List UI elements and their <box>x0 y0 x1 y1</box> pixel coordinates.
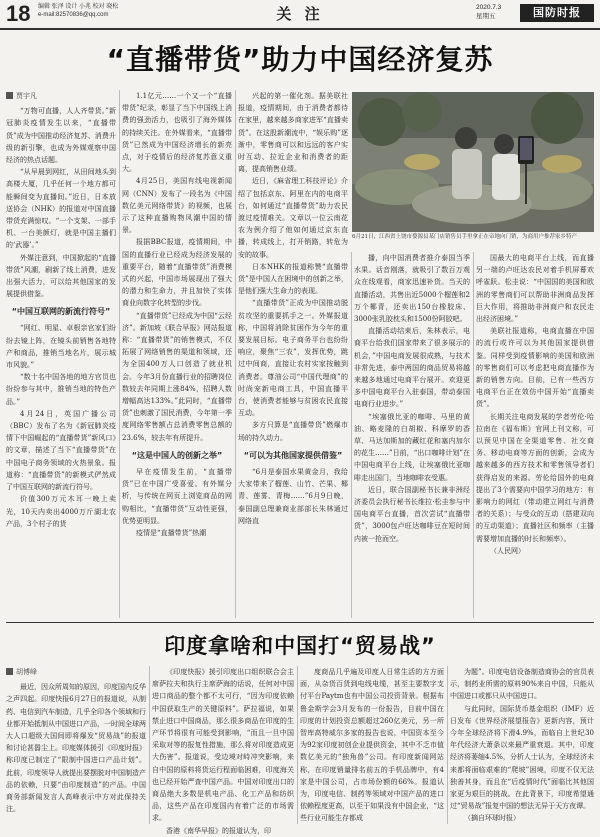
paragraph: 香港《南华早报》的报道认为，印 <box>166 826 271 835</box>
editor-names: 编辑 张泽 设计 小兆 校对 晓松 <box>38 4 119 10</box>
article1-column-2 <box>122 90 232 618</box>
article2-headline: 印度拿啥和中国打“贸易战” <box>164 634 436 658</box>
paragraph: 4月25日，美国有线电视新闻网（CNN）发布了一段名为《中国数亿美元网络带货》的视频，也展示了这种直播购物风潮中国的情景。 <box>122 177 232 235</box>
paragraph: 最近，因众所周知的原因，印度国内反华之声四起。印度快报6月27日的报道说，从制药、电信到汽车制造，几乎全印各个领域和行业都开始抵制从中国进口产品，一时间全球两大人口超级大国间即将爆发“贸易战”的报道和讨论甚嚣尘上。印度媒体援引《印度时报》称印度已制定了“限制中国进口产品计划”。此前，印度领导人就提出要摆脱对中国制造产品的依赖，只要“由印度制造”的产品。中国商务部新闻发言人高峰表示中方对此保持关注。 <box>6 683 146 814</box>
subheading: “中国互联网的新流行符号” <box>11 307 111 317</box>
editor-email: e-mail:82570836@qq.com <box>38 12 109 18</box>
paragraph: “万物可直播，人人齐带货。”新冠肺炎疫情发生以来，“直播带货”成为中国推动经济复苏、消费升级的新引擎，也成为外媒观察中国经济的热点话题。 <box>6 107 116 165</box>
paragraph: 近日，《麻省理工科技评论》介绍了包括京东、阿里在内的电商平台，如何通过“直播带货”助力农民渡过疫情难关。文章以一位云南花农为例介绍了他如何通过京东直播，转成线上，打开销路，转危为安的故事。 <box>238 177 348 259</box>
paragraph: “直播带货”正成为中国推动脱贫攻坚的重要抓手之一。外媒报道称，中国将消除贫困作为今年的重要发展目标。电子商务平台也纷纷响应，聚焦“三农”，发挥优势，跳过中间商，直接让农村实家按触到消费者。尊油公司“中国代理商”的时尚宠新电商工具，中国直播平台，使消费者能够与贫困农民直接互动。 <box>238 299 348 418</box>
article1-column-5 <box>476 252 594 618</box>
paragraph: “从早晨到网红，从田间地头到高楼大厦，几乎任何一个地方都可能瞬间变为直播间。”近日，日本放送协会（NHK）的报道对中国直播带货充满惊叹。“一个支架、一部手机、一台美颜灯，就是中国主播们的‘武器’。” <box>6 168 116 250</box>
column-divider <box>351 252 352 618</box>
paragraph: 《印度快报》援引印度出口组织联合会主席萨拉夫和执行主席萨海的话说，任何对中国进口商品的整个都不太可行，“因为印度依赖中国获取生产的关键原料”。萨拉福说，如果禁止进口中国商品，那么很多商品在印度的生产环节将很有可能受到影响，“而且一旦中国采取对等的报复性措施，那么将对印度造成更大伤害”。报道说，受边境对峙冲突影响，来自中国的原料将货运行程面临困难，印度海关也已经开始严查中国产品。中国对印度出口的商品绝大多数是机电产品、化工产品和纺织品，这些产品在印度国内有着广泛的市场需求。 <box>152 668 294 823</box>
author-name: 贾宇凡 <box>16 92 37 100</box>
paragraph: “数十名中国各地的地方官员也纷纷参与其中，推销当地的特色产品。” <box>6 373 116 406</box>
paragraph: “埃塞俄比亚的咖啡、马里的黄油、略麦隆的白胡椒、科摩罗的香草、马达加斯加的藏红花和塞内加尔的花生……”日前，“出口咖啡计划”在中国电商平台上线，让埃塞俄比亚咖啡走出国门，当地咖啡农受惠。 <box>354 412 470 482</box>
article2-column-3 <box>300 666 444 824</box>
paragraph: 兴起的第一催化剂。据美联社报道，疫情期间，由于消费者都待在家里，越来越多商家进军“直播卖货”。在这股新潮流中，“娱乐购”逐渐中，零售商可以和远远的客户实时互动、拉近企业和消费者的距离，提高销售业绩。 <box>238 92 348 174</box>
issue-date <box>476 3 501 21</box>
paragraph: 美联社报道称，电商直播在中国的流行或许可以为其他国家提供借鉴。同样受到疫情影响的美国和欧洲的零售商们可以考虑把电商直播作为新的销售方向。目前，已有一些西方电商平台正在效仿中国开始“直播卖货”。 <box>476 327 594 409</box>
paragraph: 近日，联合国副秘书长兼非洲经济委员会执行秘书长维拉·松圭参与中国电商平台直播，首次尝试“直播带货”，3000包卢旺达咖啡豆在短时间内被一抢而空。 <box>354 485 470 543</box>
paragraph: 为题”。印度电信设备制造商协会的官员表示，制药业所需的原料90%来自中国，只能从中国进口或都只从中国进口。 <box>450 668 594 701</box>
subheading: “这是中国人的创新之举” <box>131 450 223 460</box>
paragraph: 度商品几乎遍及印度人日常生活的方方面面，从杂货百货到电线电缆，甚至主要数字支付平台Paytm也有中国公司投资背景。根据布鲁金斯学会3月发布的一份报告，目前中国在印度的计划投资总额超过260亿美元，另一所智库高特威尔多家的报告也说，中国资本至今为92家印度初创企业提供资金，其中不乏市值数亿美元的“独角兽”公司。有印度新闻网站称，在印度销量排名前五的手机品牌中，有4家是中国公司，占市场份额的66%。报道认为，印度电信、制药等领域对中国产品的进口依赖程度更高，以至于如果没有中国企业，“这些行业可能生存都成 <box>300 668 444 823</box>
article1-column-3 <box>238 90 348 618</box>
column-divider <box>447 666 448 824</box>
paragraph: 日本NHK的报道称赞“直播带货”是中国人在困境中的创新之举，是他们强大生命力的表现。 <box>238 262 348 296</box>
livestream-photo-illustration <box>352 92 594 232</box>
article1-column-4 <box>354 252 470 618</box>
paragraph: （人民网） <box>490 546 525 555</box>
paragraph: “网红、明星、卓根亲官家们纷纷去镜上阵，在镜头前销售各地特产和商品，推销当地名片，展示城市风貌。” <box>6 324 116 370</box>
paragraph: 价值300万元木耳一晚上卖光，10天内卖出4000万斤湖北农产品，3个村子的货 <box>6 495 116 528</box>
paragraph: （摘自环球时报） <box>464 814 520 823</box>
column-divider <box>235 90 236 618</box>
byline <box>6 90 116 102</box>
article1-photo <box>352 92 594 232</box>
paragraph: 疫情是“直播带货”热潮 <box>136 528 207 537</box>
column-divider <box>149 666 150 824</box>
paragraph: 播，向中国消费者推介泰国当季水果。话音刚落，就吸引了数百万观众在线观看，商家迅速补货。当天的直播活动，共售出近5000个榴莲和2万个椰青，还卖出150台橡胶床、3000张乳胶枕头和1500份阿胶吧。 <box>354 254 470 324</box>
section-title: 关 注 <box>276 5 324 23</box>
paragraph: 4月24日，英国广播公司（BBC）发布了名为《新冠肺炎疫情下中国崛起的“直播带货”新风口》的文章，描述了当下“直播带货”在中国电子商务领域的火热景象。报道称：“直播带货”的新模式俨然成了中国互联网的新流行符号。 <box>6 409 116 492</box>
article2-column-4 <box>450 666 594 824</box>
article1-photo-caption: 6月21日，江西省上饶市婺源县某门店销售员手里拿正在帝地向门销，为商用户推荐家乡特产 <box>352 234 578 240</box>
page-number: 18 <box>6 1 31 26</box>
paragraph: 外媒注意到，中国掀起的“直播带货”风潮，刷新了线上消费，进发出强大活力，可以给其他国家的发展提供借鉴。 <box>6 253 116 299</box>
article2-column-2 <box>152 666 294 835</box>
article1-column-1 <box>6 90 116 618</box>
paragraph: “6月是泰国水果黄金月，我给大家带来了榴莲、山竹、芒果、椰青、莲雾、青梅……”6月9日晚，泰国副总理兼商业部部长朱林通过网络直 <box>238 467 348 525</box>
date-text: 2020.7.3 <box>476 4 502 11</box>
byline-marker-icon <box>6 92 13 99</box>
column-divider <box>119 90 120 618</box>
paragraph: 报据BBC报道，疫情期间，中国的直播行业已经成为经济发展的重要平台，随着“直播带货”消费模式的兴起，中国市场展现出了强大的潜力和生命力，并且加快了实体商业向数字化转型的步伐。 <box>122 238 232 308</box>
newspaper-logo: 国防时报 <box>520 4 594 22</box>
byline-marker-icon <box>6 668 13 675</box>
paragraph: 长期关注电商发展的学者劳伦·哈拉南在《福布斯》官网上刊文称，可以预见中国在全渠道零售、社交商务、移动电商等方面的创新，会成为越来越多的西方技术和零售领导者们获得启发的来源。劳伦给国外的电商提出了3个需要向中国学习的地方：有影响力的网红（带动建立网红与消费者的关系）；与受众的互动（搭建双向的互动渠道）；直播社区和频率（主播需要增加直播的时长和频率）。 <box>476 412 594 543</box>
byline <box>6 666 146 678</box>
paragraph: 早在疫情发生前，“直播带货”已在中国广受喜爱。有外媒分析，与传统在网页上浏览商品的网购相比，“直播带货”互动性更强，优势更明显。 <box>122 467 232 525</box>
page-header <box>0 0 600 30</box>
weekday-text: 星期五 <box>476 13 496 20</box>
paragraph: 国最大的电商平台上线，而直播另一端的卢旺达农民对着手机屏幕欢呼雀跃。松圭说：“中国国的美国和欧洲的零售商们可以帮助非洲商品发挥巨大作用，将推助非洲商户和农民走出经济困境。” <box>476 254 594 324</box>
article-divider <box>6 622 594 623</box>
paragraph: 直播活动结束后，朱林表示，电商平台给我们国家带来了很多展示的机会，”中国电商发展很成熟，与技术非常先进，泰中两国的商品贸易将越来越多地通过电商平台展开。欢迎更多中国电商平台入驻泰国，带动泰国电商行业进步。” <box>354 327 470 409</box>
paragraph: 多方只算是“直播带货”燃爆市场的持久动力。 <box>238 421 348 442</box>
paragraph: 与此同时，国际货币基金组织（IMF）近日发布《世界经济展望报告》更新内容，预计今年全球经济将下滑4.9%，而临自上世纪30年代经济大萧条以来最严重衰退。其中，印度经济将萎缩4.5%，分析人士认为，全球经济未来都将面临艰难的“爬坡”困境，印度不仅无法独善其身，而且在“后疫情时代”面临比其他国家更为艰巨的挑战。在此背景下，印度希望通过“贸易战”报复中国的想法无异于天方夜谭。 <box>450 704 594 811</box>
column-divider <box>473 252 474 618</box>
paragraph: “直播带货”已经成为中国“云经济”。新加坡《联合早报》网站报道称：“直播带货”的销售模式，不仅拓展了网络销售的渠道和领域，还为全国400万人口创造了就业机会。今年3月份直播行业的招聘岗位数较去年同期上涨84%，招聘人数增幅高达133%。”此同时，“直播带货”也刺激了国民消费，今年第一季度网络零售额占总消费零售总额的23.6%，较去年有所提升。 <box>122 311 232 442</box>
subheading: “可以为其他国家提供借鉴” <box>243 450 343 460</box>
column-divider <box>297 666 298 824</box>
article1-headline: “直播带货”助力中国经济复苏 <box>106 43 494 76</box>
article2-column-1 <box>6 666 146 824</box>
author-name: 胡博峰 <box>16 668 37 676</box>
paragraph: 1.1亿元……一个又一个“直播带货”纪录，彰显了当下中国线上消费的强劲活力，也吸引了海外媒体的持续关注。在外媒看来，“直播带货”已然成为中国经济增长的新亮点，对于疫情后的经济复苏意义重大。 <box>122 92 232 174</box>
